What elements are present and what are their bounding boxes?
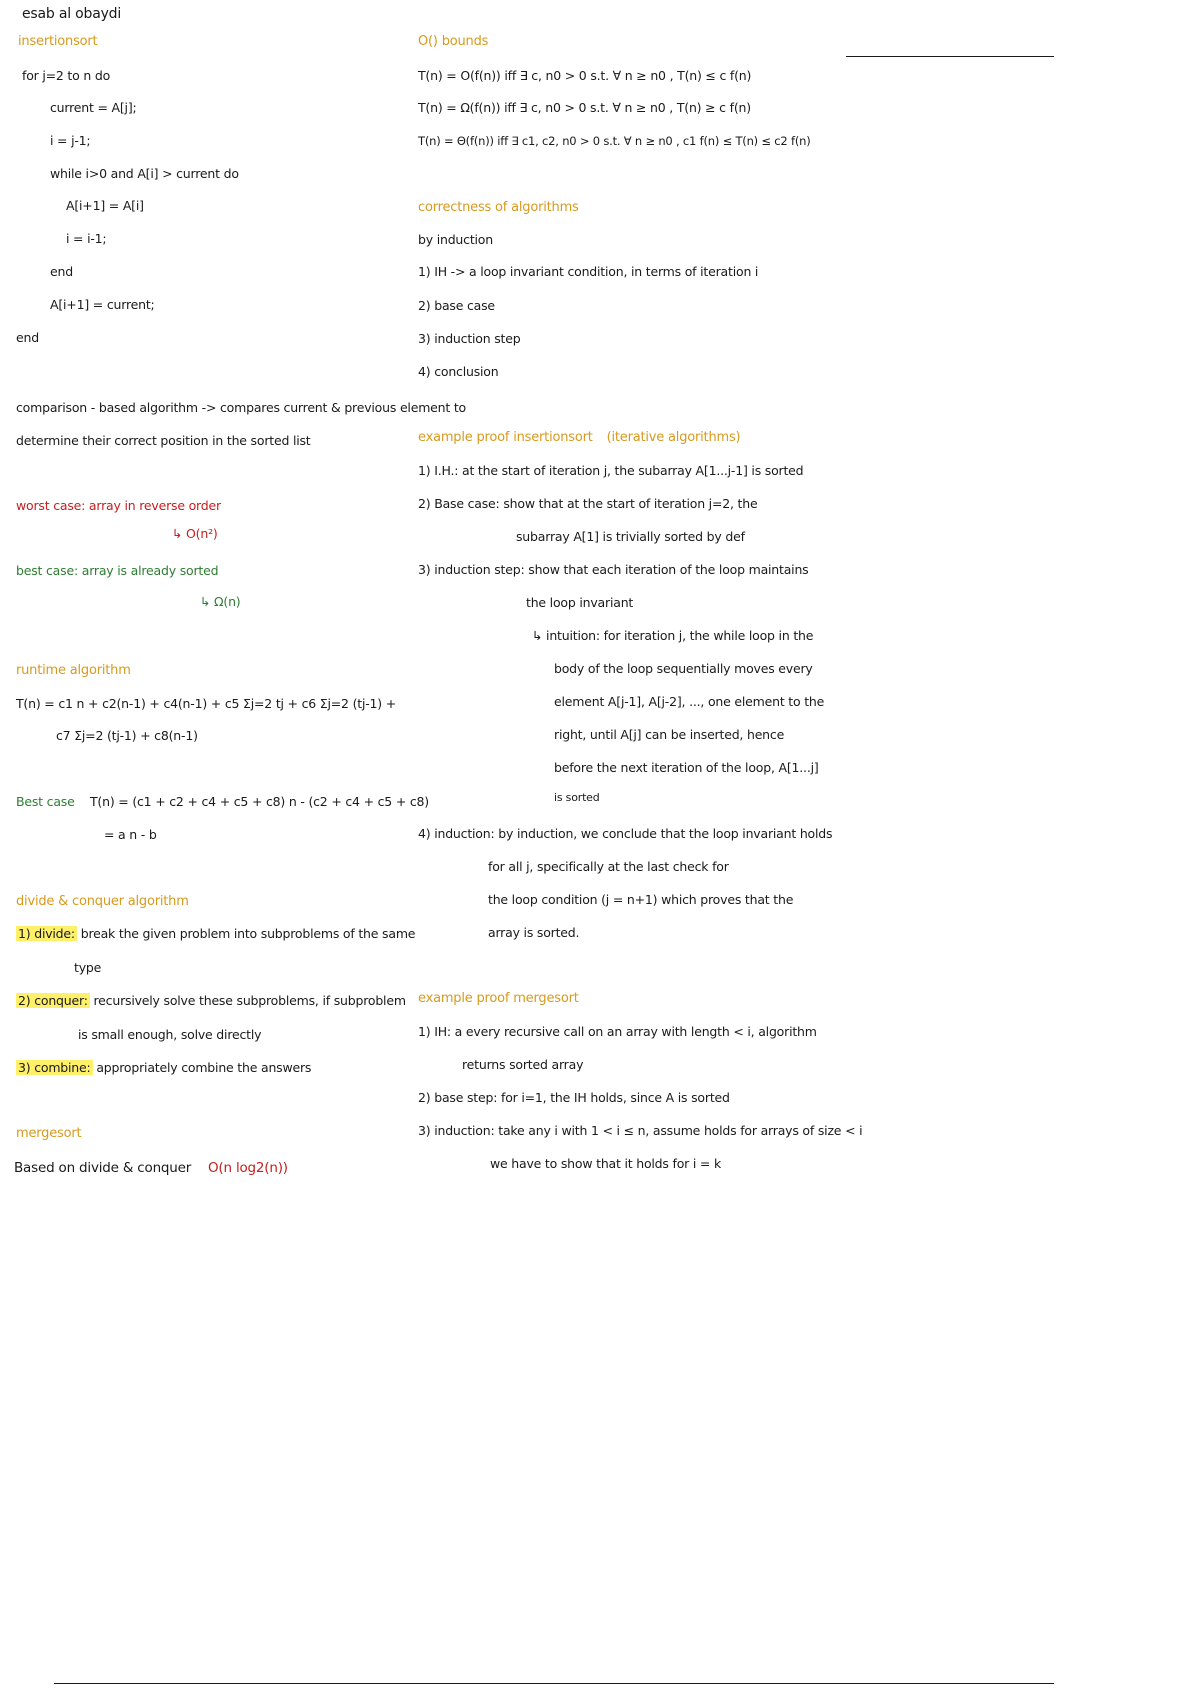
code-line: i = i-1; (66, 231, 107, 246)
best-case-bound: ↳ Ω(n) (200, 594, 241, 609)
proof-step: 1) I.H.: at the start of iteration j, the subarray A[1...j-1] is sorted (418, 463, 804, 478)
best-runtime-formula: = a n - b (104, 827, 157, 842)
insertionsort-heading: insertionsort (18, 34, 98, 49)
proof-step: right, until A[j] can be inserted, hence (554, 727, 785, 742)
correctness-step: 2) base case (418, 298, 495, 313)
code-line: A[i+1] = current; (50, 297, 155, 312)
merge-proof-step: returns sorted array (462, 1057, 584, 1072)
code-line: for j=2 to n do (22, 68, 111, 83)
proof-step: the loop invariant (526, 595, 634, 610)
merge-proof-step: 1) IH: a every recursive call on an array with length < i, algorithm (418, 1024, 817, 1039)
bounds-heading: O() bounds (418, 34, 489, 49)
dc-conquer-label: 2) conquer: (18, 993, 88, 1008)
bound-omega: T(n) = Ω(f(n)) iff ∃ c, n0 > 0 s.t. ∀ n ≥ n0 , T(n) ≥ c f(n) (418, 100, 751, 115)
mergesort-heading: mergesort (16, 1126, 82, 1141)
correctness-step: 4) conclusion (418, 364, 499, 379)
dc-combine (16, 1060, 311, 1076)
insertion-proof-heading (418, 430, 740, 446)
bound-theta: T(n) = Θ(f(n)) iff ∃ c1, c2, n0 > 0 s.t. ∀ n ≥ n0 , c1 f(n) ≤ T(n) ≤ c2 f(n) (418, 134, 811, 148)
proof-step: 4) induction: by induction, we conclude that the loop invariant holds (418, 826, 833, 841)
dc-divide-text: break the given problem into subproblems of the same (80, 926, 416, 941)
dc-divide (16, 926, 415, 942)
proof-step: element A[j-1], A[j-2], ..., one element to the (554, 694, 825, 709)
bound-big-o: T(n) = O(f(n)) iff ∃ c, n0 > 0 s.t. ∀ n ≥ n0 , T(n) ≤ c f(n) (418, 68, 752, 83)
top-rule (846, 56, 1054, 57)
dc-divide-label: 1) divide: (18, 926, 75, 941)
code-line: current = A[j]; (50, 100, 137, 115)
comparison-text: comparison - based algorithm -> compares current & previous element to (16, 400, 467, 415)
best-runtime-formula: T(n) = (c1 + c2 + c4 + c5 + c8) n - (c2 + c4 + c5 + c8) (90, 794, 429, 809)
best-runtime-label: Best case (16, 794, 75, 809)
dc-conquer-text: is small enough, solve directly (78, 1027, 262, 1042)
by-induction: by induction (418, 232, 493, 247)
page-title: esab al obaydi (22, 6, 122, 22)
merge-proof-step: 2) base step: for i=1, the IH holds, since A is sorted (418, 1090, 730, 1105)
dc-combine-text: appropriately combine the answers (96, 1060, 312, 1075)
proof-step: subarray A[1] is trivially sorted by def (516, 529, 745, 544)
proof-step: ↳ intuition: for iteration j, the while loop in the (532, 628, 814, 643)
comparison-text: determine their correct position in the sorted list (16, 433, 311, 448)
insertion-proof-subtitle: (iterative algorithms) (606, 430, 741, 445)
dc-combine-label: 3) combine: (18, 1060, 91, 1075)
proof-step: 3) induction step: show that each iteration of the loop maintains (418, 562, 809, 577)
code-line: while i>0 and A[i] > current do (50, 166, 239, 181)
dc-conquer (16, 993, 406, 1009)
mergesort-text: Based on divide & conquer (14, 1160, 192, 1176)
merge-proof-step: 3) induction: take any i with 1 < i ≤ n, assume holds for arrays of size < i (418, 1123, 863, 1138)
proof-step: is sorted (554, 791, 600, 804)
code-line: end (16, 330, 39, 345)
runtime-formula: c7 Σj=2 (tj-1) + c8(n-1) (56, 728, 198, 743)
proof-step: for all j, specifically at the last check for (488, 859, 729, 874)
worst-case-bound: ↳ O(n²) (172, 526, 218, 541)
proof-step: the loop condition (j = n+1) which proves that the (488, 892, 794, 907)
code-line: end (50, 264, 73, 279)
proof-step: before the next iteration of the loop, A[1...j] (554, 760, 819, 775)
correctness-heading: correctness of algorithms (418, 200, 579, 215)
runtime-formula: T(n) = c1 n + c2(n-1) + c4(n-1) + c5 Σj=2 tj + c6 Σj=2 (tj-1) + (16, 696, 397, 711)
merge-proof-heading: example proof mergesort (418, 991, 579, 1006)
best-case-text: best case: array is already sorted (16, 563, 219, 578)
proof-step: 2) Base case: show that at the start of iteration j=2, the (418, 496, 758, 511)
mergesort-bound: O(n log2(n)) (208, 1160, 288, 1176)
code-line: i = j-1; (50, 133, 91, 148)
correctness-step: 1) IH -> a loop invariant condition, in terms of iteration i (418, 264, 759, 279)
runtime-heading: runtime algorithm (16, 663, 131, 678)
proof-step: body of the loop sequentially moves every (554, 661, 813, 676)
worst-case-text: worst case: array in reverse order (16, 498, 221, 513)
code-line: A[i+1] = A[i] (66, 198, 144, 213)
correctness-step: 3) induction step (418, 331, 521, 346)
dc-heading: divide & conquer algorithm (16, 894, 189, 909)
insertion-proof-title: example proof insertionsort (418, 430, 593, 445)
dc-divide-text: type (74, 960, 102, 975)
proof-step: array is sorted. (488, 925, 580, 940)
dc-conquer-text: recursively solve these subproblems, if subproblem (93, 993, 406, 1008)
bottom-rule (54, 1683, 1054, 1684)
merge-proof-step: we have to show that it holds for i = k (490, 1156, 721, 1171)
